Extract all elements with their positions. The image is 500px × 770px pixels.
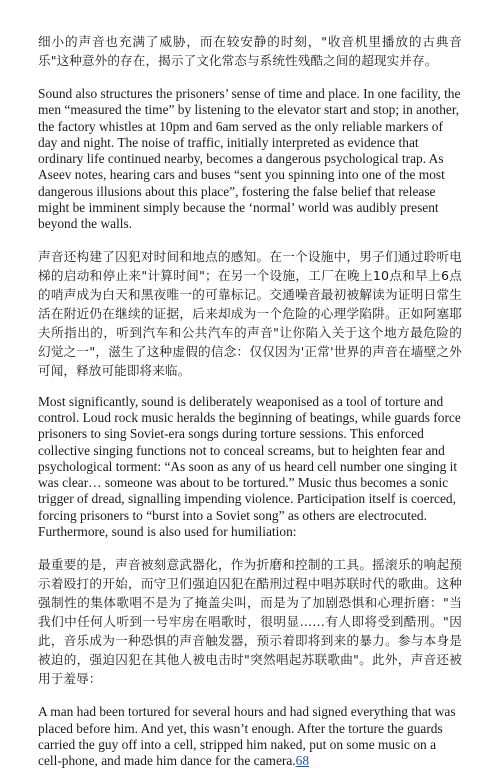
paragraph-en-3-text: A man had been tortured for several hours and had signed everything that was placed before him. And yet, this wasn’t enough. After the torture the guards carried the guy off into a cell, stripped him naked, put on some music on a cell-phone, and made him dance for the camera.	[38, 704, 456, 769]
paragraph-en-1: Sound also structures the prisoners’ sense of time and place. In one facility, the men “measured the time” by listening to the elevator start and stop; in another, the factory whistles at 10pm and 6am served as the only reliable markers of day and night. The noise of traffic, initially interpreted as evidence that ordinary life continued nearby, becomes a dangerous psychological trap. As Aseev notes, hearing cars and buses “sent you spinning into one of the most dangerous illusions about this place”, fostering the false belief that release might be imminent simply because the ‘normal’ world was audibly present beyond the walls.	[38, 86, 461, 232]
paragraph-zh-1: 细小的声音也充满了威胁，而在较安静的时刻，"收音机里播放的古典音乐"这种意外的存在，揭示了文化常态与系统性残酷之间的超现实并存。	[38, 34, 462, 68]
footnote-link[interactable]: 68	[295, 753, 310, 769]
paragraph-zh-3: 最重要的是，声音被刻意武器化，作为折磨和控制的工具。摇滚乐的响起预示着殴打的开始，而守卫们强迫囚犯在酷刑过程中唱苏联时代的歌曲。这种强制性的集体歌唱不是为了掩盖尖叫，而是为了加剧恐惧和心理折磨："当我们中任何人听到一号牢房在唱歌时，很明显……有人即将受到酷刑。"因此，音乐成为一种恐惧的声音触发器，预示着即将到来的暴力。参与本身是被迫的，强迫囚犯在其他人被电击时"突然唱起苏联歌曲"。此外，声音还被用于羞辱：	[38, 557, 462, 687]
paragraph-zh-2: 声音还构建了囚犯对时间和地点的感知。在一个设施中，男子们通过聆听电梯的启动和停止来"计算时间"；在另一个设施，工厂在晚上10点和早上6点的哨声成为白天和黑夜唯一的可靠标记。交通噪音最初被解读为证明日常生活在附近仍在继续的证据，后来却成为一个危险的心理学陷阱。正如阿塞耶夫所指出的，听到汽车和公共汽车的声音"让你陷入关于这个地方最危险的幻觉之一"，滋生了这种虚假的信念：仅仅因为'正常'世界的声音在墙壁之外可闻，释放可能即将来临。	[38, 248, 462, 378]
paragraph-en-3	[38, 704, 462, 769]
paragraph-en-2: Most significantly, sound is deliberately weaponised as a tool of torture and control. Loud rock music heralds the beginning of beatings, while guards force prisoners to sing Soviet-era songs during torture sessions. This enforced collective singing functions not to conceal screams, but to heighten fear and psychological torment: “As soon as any of us heard cell number one singing it was clear… someone was about to be tortured.” Music thus becomes a sonic trigger of dread, signalling impending violence. Participation itself is coerced, forcing prisoners to “burst into a Soviet song” as others are electrocuted. Furthermore, sound is also used for humiliation:	[38, 393, 461, 540]
